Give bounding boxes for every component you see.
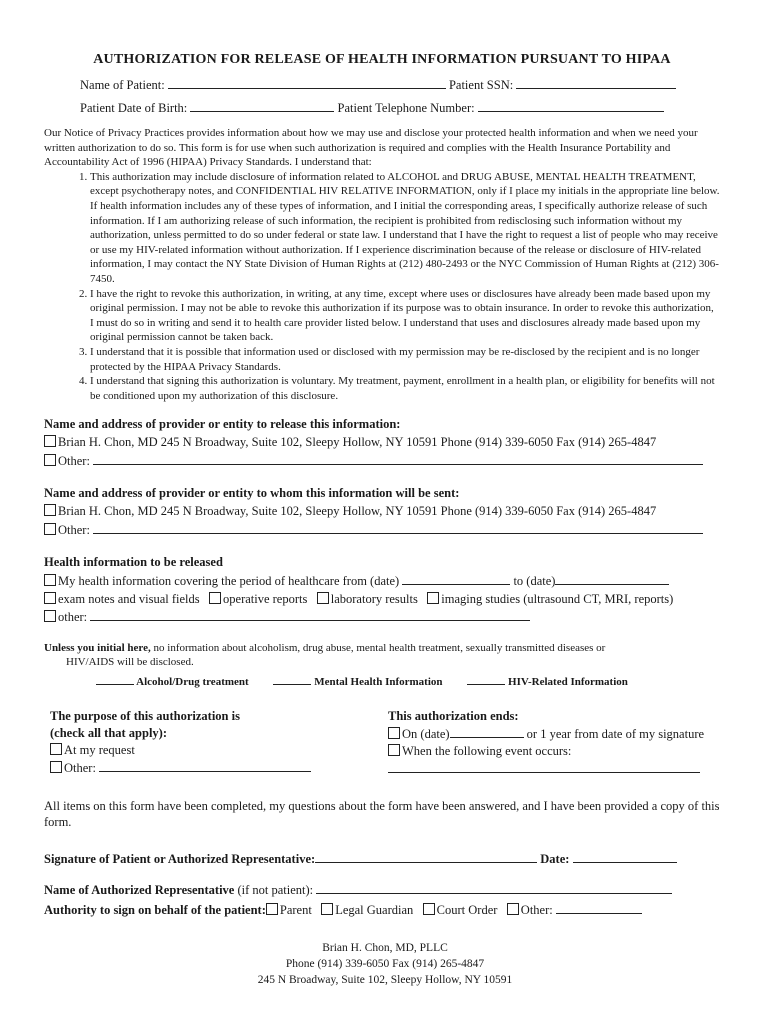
ends-or-label: or 1 year from date of my signature: [526, 726, 705, 741]
ends-event-checkbox[interactable]: [388, 744, 400, 756]
patient-ssn-field[interactable]: [516, 76, 676, 89]
patient-dob-label: Patient Date of Birth:: [80, 101, 188, 115]
terms-block: [44, 126, 720, 403]
release-from-chon-checkbox[interactable]: [44, 435, 56, 447]
signature-label: Signature of Patient or Authorized Representative:: [44, 851, 316, 866]
purpose-request-row: [50, 742, 388, 759]
ends-event-line-row: [388, 760, 704, 778]
purpose-other-row: [50, 759, 388, 777]
representative-paren: (if not patient):: [237, 882, 314, 897]
health-info-other-row: [44, 608, 720, 627]
purpose-heading-1: The purpose of this authorization is: [50, 708, 240, 723]
send-to-other-field[interactable]: [93, 521, 703, 534]
purpose-column: [44, 708, 388, 778]
initials-row: [96, 672, 720, 688]
purpose-other-label: Other:: [64, 760, 96, 775]
court-order-checkbox[interactable]: [423, 903, 435, 915]
laboratory-results-label: laboratory results: [330, 591, 418, 606]
health-info-period-label: My health information covering the period of healthcare from (date): [58, 574, 400, 589]
terms-item: 4. I understand that signing this authorization is voluntary. My treatment, payment, enrollment in a health plan, or eligibility for benefits will not be conditioned upon my authorization of this disclosure.: [90, 374, 720, 403]
terms-item: 2. I have the right to revoke this authorization, in writing, at any time, except where uses or disclosures have already been made based upon my original permission. I may not be able to revoke this authorization if its purpose was to obtain insurance. In order to revoke this authorization, I must do so in writing and send it to health care provider listed below. I understand that uses and disclosures already made based upon my original permission cannot be taken back.: [90, 287, 720, 345]
health-info-to-date-field[interactable]: [555, 572, 669, 585]
health-info-period-row: [44, 572, 720, 591]
signature-field[interactable]: [315, 850, 537, 863]
mental-initial-label: Mental Health Information: [314, 675, 443, 688]
send-to-option-other: [44, 521, 720, 540]
representative-row: [44, 881, 720, 898]
hiv-initial-label: HIV-Related Information: [508, 675, 628, 688]
laboratory-results-checkbox[interactable]: [317, 592, 329, 604]
purpose-heading-2: (check all that apply):: [50, 725, 168, 740]
release-from-heading: Name and address of provider or entity to release this information:: [44, 417, 401, 432]
signature-row: [44, 850, 720, 867]
release-from-other-label: Other:: [58, 453, 90, 468]
health-info-to-label: to (date): [513, 574, 556, 589]
send-to-other-checkbox[interactable]: [44, 523, 56, 535]
form-title: AUTHORIZATION FOR RELEASE OF HEALTH INFORMATION PURSUANT TO HIPAA: [93, 52, 671, 67]
terms-list: [44, 170, 720, 404]
signature-date-label: Date:: [540, 851, 570, 866]
representative-field[interactable]: [316, 881, 672, 894]
authority-row: [44, 901, 720, 918]
initials-notice: [44, 641, 720, 669]
release-from-other-field[interactable]: [93, 452, 703, 465]
purpose-other-checkbox[interactable]: [50, 761, 62, 773]
health-info-from-date-field[interactable]: [402, 572, 510, 585]
footer-phone-fax: Phone (914) 339-6050 Fax (914) 265-4847: [285, 958, 485, 970]
patient-ssn-label: Patient SSN:: [448, 78, 514, 92]
mental-initial-field[interactable]: [273, 672, 311, 685]
authority-other-field[interactable]: [556, 901, 642, 914]
patient-name-field[interactable]: [168, 76, 446, 89]
patient-phone-field[interactable]: [478, 99, 664, 112]
purpose-ends-section: [44, 708, 720, 778]
health-info-other-field[interactable]: [90, 608, 530, 621]
ends-on-date-field[interactable]: [450, 725, 524, 738]
legal-guardian-label: Legal Guardian: [335, 902, 414, 917]
release-from-option-chon: [44, 434, 720, 452]
ends-event-label: When the following event occurs:: [402, 743, 572, 758]
health-info-other-label: other:: [58, 610, 88, 625]
exam-notes-checkbox[interactable]: [44, 592, 56, 604]
patient-name-label: Name of Patient:: [80, 78, 165, 92]
footer-practice-name: Brian H. Chon, MD, PLLC: [322, 942, 448, 954]
authority-other-checkbox[interactable]: [507, 903, 519, 915]
ends-event-row: [388, 743, 704, 760]
ends-heading: This authorization ends:: [388, 708, 519, 723]
send-to-option-chon: [44, 503, 720, 521]
parent-label: Parent: [279, 902, 312, 917]
signature-date-field[interactable]: [573, 850, 677, 863]
hiv-initial-field[interactable]: [467, 672, 505, 685]
send-to-other-label: Other:: [58, 522, 90, 537]
patient-phone-label: Patient Telephone Number:: [337, 101, 475, 115]
alcohol-initial-label: Alcohol/Drug treatment: [136, 675, 249, 688]
imaging-studies-checkbox[interactable]: [427, 592, 439, 604]
health-info-types-row: [44, 591, 720, 609]
exam-notes-label: exam notes and visual fields: [58, 591, 200, 606]
ends-column: [388, 708, 704, 778]
representative-label: Name of Authorized Representative: [44, 882, 235, 897]
court-order-label: Court Order: [436, 902, 498, 917]
operative-reports-label: operative reports: [223, 591, 308, 606]
health-info-heading: Health information to be released: [44, 555, 223, 570]
initials-text-1: no information about alcoholism, drug abuse, mental health treatment, sexually transmitted diseases or: [150, 641, 606, 654]
operative-reports-checkbox[interactable]: [209, 592, 221, 604]
patient-row-1: [80, 76, 720, 93]
release-from-chon-label: Brian H. Chon, MD 245 N Broadway, Suite 102, Sleepy Hollow, NY 10591 Phone (914) 339-6050 Fax (914) 265-4847: [58, 435, 657, 450]
practice-footer: [0, 940, 770, 988]
terms-item: 1. This authorization may include disclosure of information related to ALCOHOL and DRUG ABUSE, MENTAL HEALTH TREATMENT, except psychotherapy notes, and CONFIDENTIAL HIV RELATIVE INFORMATION, only if I place my initials in the appropriate line below. If health information includes any of these types of information, and I initial the corresponding areas, I specifically authorize release of such information. If I am authorizing release of such information, the recipient is prohibited from redisclosing such information without my authorization, unless permitted to do so under federal or state law. I understand that I have the right to request a list of people who may receive or use my HIV-related information without authorization. If I experience discrimination because of the release or disclosure of HIV-related information, I may contact the NY State Division of Human Rights at (212) 480-2493 or the NYC Commission of Human Rights at (212) 306-7450.: [90, 170, 720, 287]
purpose-other-field[interactable]: [99, 759, 311, 772]
purpose-request-checkbox[interactable]: [50, 743, 62, 755]
health-info-other-checkbox[interactable]: [44, 610, 56, 622]
intro-paragraph: Our Notice of Privacy Practices provides information about how we may use and disclose your protected health information and when we need your written authorization to do so. This form is for use when such authorization is required and complies with the Health Insurance Portability and Accountability Act of 1996 (HIPAA) Privacy Standards. I understand that:: [44, 127, 698, 169]
ends-on-label: On (date): [402, 726, 450, 741]
purpose-request-label: At my request: [64, 742, 135, 757]
confirmation-text: All items on this form have been completed, my questions about the form have been answered, and I have been provided a copy of this form.: [44, 798, 720, 829]
imaging-studies-label: imaging studies (ultrasound CT, MRI, reports): [441, 591, 674, 606]
authority-other-label: Other:: [520, 902, 553, 917]
patient-dob-field[interactable]: [190, 99, 334, 112]
parent-checkbox[interactable]: [266, 903, 278, 915]
initials-text-2: HIV/AIDS will be disclosed.: [66, 655, 194, 668]
send-to-chon-label: Brian H. Chon, MD 245 N Broadway, Suite 102, Sleepy Hollow, NY 10591 Phone (914) 339-6050 Fax (914) 265-4847: [58, 504, 657, 519]
footer-address: 245 N Broadway, Suite 102, Sleepy Hollow, NY 10591: [257, 974, 513, 986]
send-to-chon-checkbox[interactable]: [44, 504, 56, 516]
release-from-option-other: [44, 452, 720, 471]
health-info-period-checkbox[interactable]: [44, 574, 56, 586]
legal-guardian-checkbox[interactable]: [321, 903, 333, 915]
ends-on-row: [388, 725, 704, 743]
alcohol-initial-field[interactable]: [96, 672, 134, 685]
release-from-other-checkbox[interactable]: [44, 454, 56, 466]
initials-lead: Unless you initial here,: [44, 641, 151, 654]
patient-row-2: [80, 99, 720, 116]
authority-label: Authority to sign on behalf of the patient:: [44, 902, 266, 917]
terms-item: 3. I understand that it is possible that information used or disclosed with my permission may be re-disclosed by the recipient and is no longer protected by the HIPAA Privacy Standards.: [90, 345, 720, 374]
ends-event-field[interactable]: [388, 760, 700, 773]
ends-on-checkbox[interactable]: [388, 727, 400, 739]
send-to-heading: Name and address of provider or entity to whom this information will be sent:: [44, 486, 460, 501]
